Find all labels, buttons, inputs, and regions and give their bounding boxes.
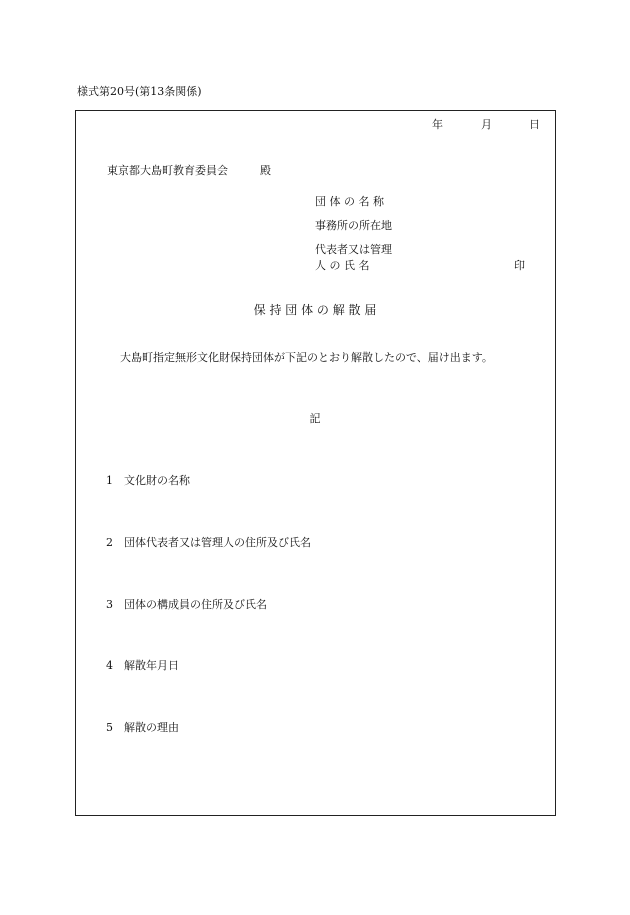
addressee: 東京都大島町教育委員会 <box>107 164 228 177</box>
document-heading: 保 持 団 体 の 解 散 届 <box>253 303 377 317</box>
item-label-representative: 団体代表者又は管理人の住所及び氏名 <box>124 536 311 549</box>
seal-mark: 印 <box>514 259 525 272</box>
honorific: 殿 <box>260 164 271 177</box>
item-label-property-name: 文化財の名称 <box>124 474 190 487</box>
date-day-label: 日 <box>529 118 540 131</box>
representative-label-line1: 代表者又は管理 <box>315 243 392 256</box>
form-frame <box>75 110 556 816</box>
representative-label-line2: 人 の 氏 名 <box>315 259 370 272</box>
item-number: 3 <box>106 598 113 611</box>
date-year-label: 年 <box>432 118 443 131</box>
form-number-title: 様式第20号(第13条関係) <box>77 85 202 98</box>
record-mark: 記 <box>309 412 321 425</box>
item-label-members: 団体の構成員の住所及び氏名 <box>124 598 267 611</box>
item-number: 5 <box>106 721 113 734</box>
office-location-label: 事務所の所在地 <box>315 219 392 232</box>
item-number: 1 <box>106 474 113 487</box>
item-number: 4 <box>106 659 113 672</box>
item-number: 2 <box>106 536 113 549</box>
item-label-dissolution-reason: 解散の理由 <box>124 721 179 734</box>
group-name-label: 団 体 の 名 称 <box>315 195 384 208</box>
item-label-dissolution-date: 解散年月日 <box>124 659 179 672</box>
date-month-label: 月 <box>481 118 492 131</box>
body-text: 大島町指定無形文化財保持団体が下記のとおり解散したので、届け出ます。 <box>120 351 493 364</box>
